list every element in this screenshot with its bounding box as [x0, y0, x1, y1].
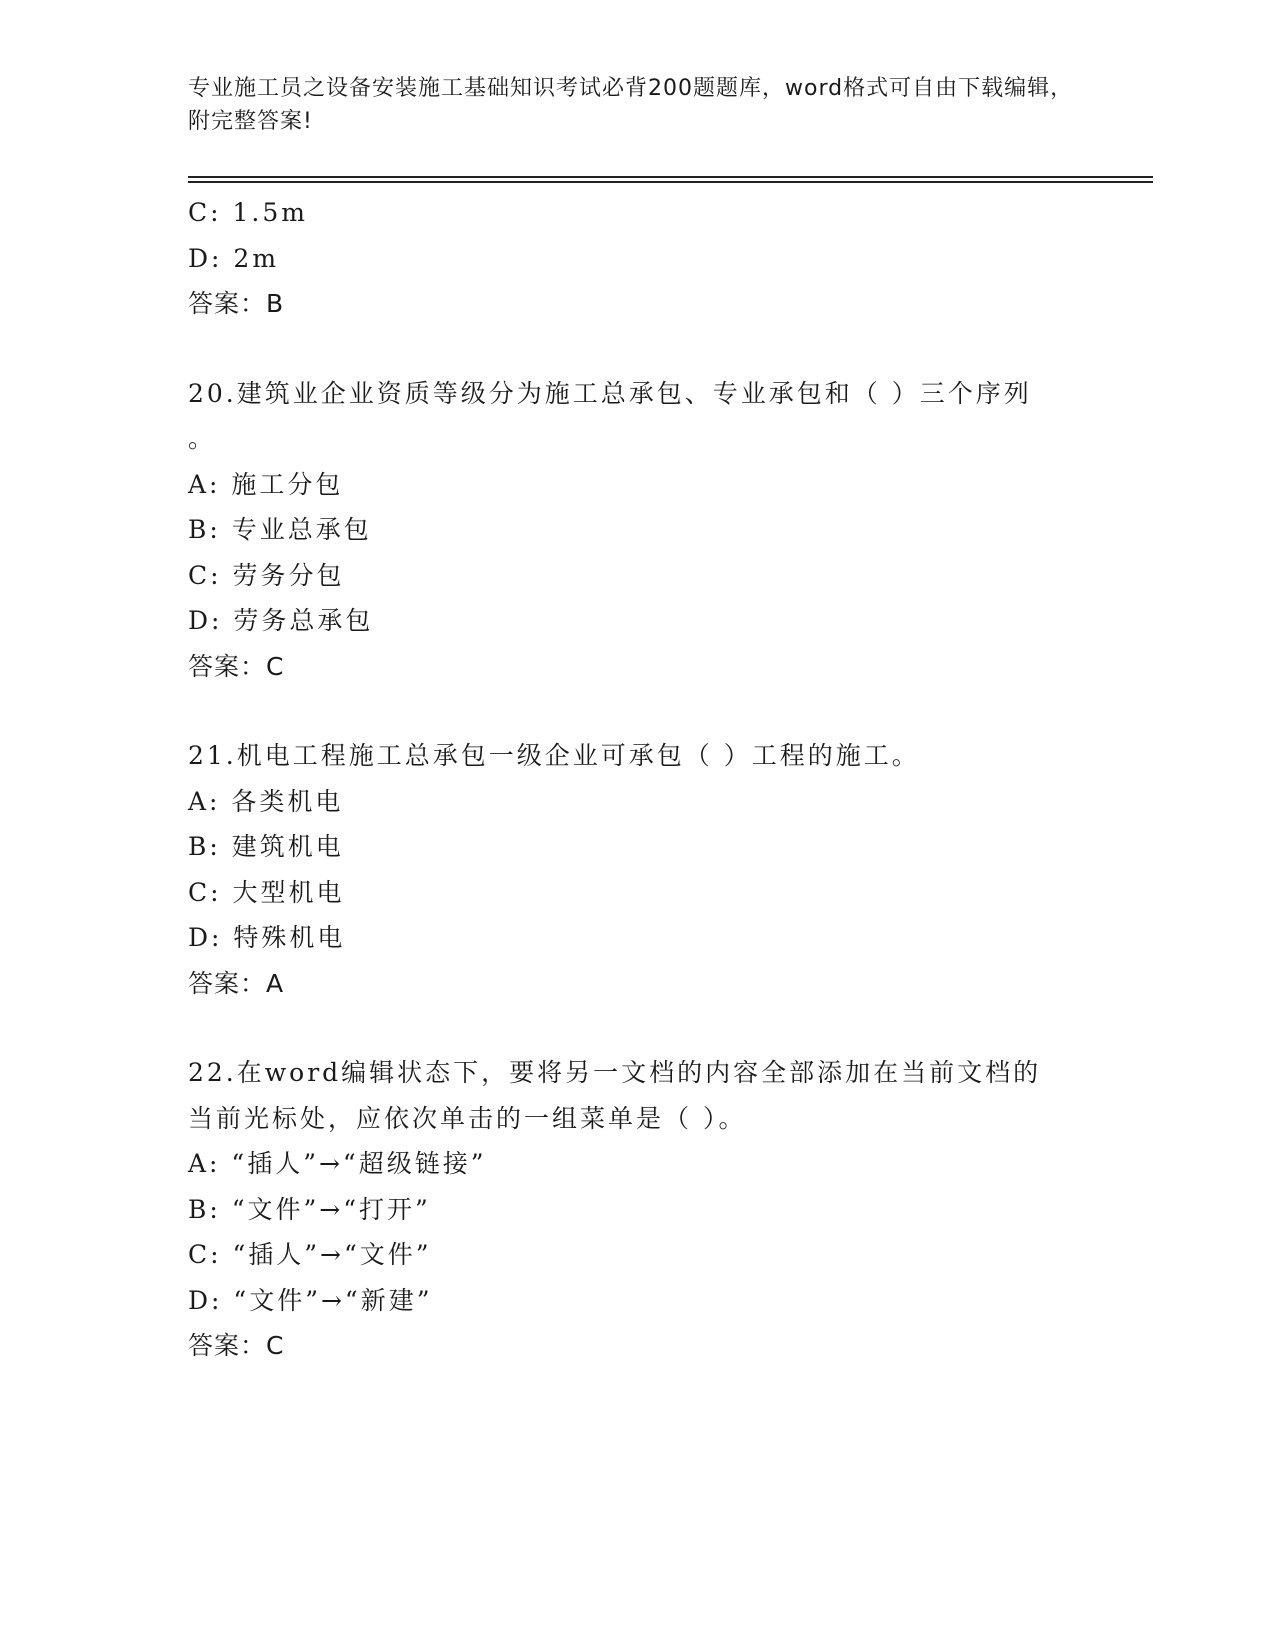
document-title: 专业施工员之设备安装施工基础知识考试必背200题题库，word格式可自由下载编辑，附完整答案! — [188, 76, 1074, 134]
question-list — [188, 190, 1088, 1369]
option-b: B: 专业总承包 — [188, 515, 372, 544]
header-divider-bottom — [188, 181, 1153, 183]
option-b: B: 建筑机电 — [188, 832, 344, 861]
option-a: A: “插人”→“超级链接” — [188, 1149, 487, 1178]
spacer — [188, 1006, 1088, 1050]
document-header — [188, 72, 1088, 138]
option-c: C: 劳务分包 — [188, 560, 345, 590]
question-22 — [188, 1050, 1088, 1369]
option-a: A: 各类机电 — [188, 786, 344, 816]
question-20 — [188, 371, 1088, 690]
option-c: C: 大型机电 — [188, 877, 345, 907]
option-c: C: 1.5m — [188, 198, 308, 227]
question-19-tail — [188, 190, 1088, 327]
question-stem: 21.机电工程施工总承包一级企业可承包（ ）工程的施工。 — [188, 741, 920, 770]
answer-line: 答案：B — [188, 289, 285, 318]
answer-line: 答案：C — [188, 651, 285, 681]
header-divider-top — [188, 176, 1153, 178]
spacer — [188, 327, 1088, 371]
question-stem: 20.建筑业企业资质等级分为施工总承包、专业承包和（ ）三个序列 — [188, 378, 1032, 408]
option-d: D: 劳务总承包 — [188, 606, 374, 635]
option-d: D: 2m — [188, 243, 280, 273]
option-d: D: 特殊机电 — [188, 923, 346, 952]
spacer — [188, 689, 1088, 733]
option-b: B: “文件”→“打开” — [188, 1194, 431, 1224]
option-a: A: 施工分包 — [188, 469, 344, 499]
question-stem-continuation: 。 — [188, 424, 217, 453]
question-stem: 22.在word编辑状态下，要将另一文档的内容全部添加在当前文档的 — [188, 1058, 1042, 1087]
option-d: D: “文件”→“新建” — [188, 1285, 433, 1315]
question-21 — [188, 733, 1088, 1006]
answer-line: 答案：A — [188, 968, 285, 998]
option-c: C: “插人”→“文件” — [188, 1240, 432, 1269]
answer-line: 答案：C — [188, 1331, 285, 1360]
question-stem-continuation: 当前光标处，应依次单击的一组菜单是（ ）。 — [188, 1103, 747, 1133]
